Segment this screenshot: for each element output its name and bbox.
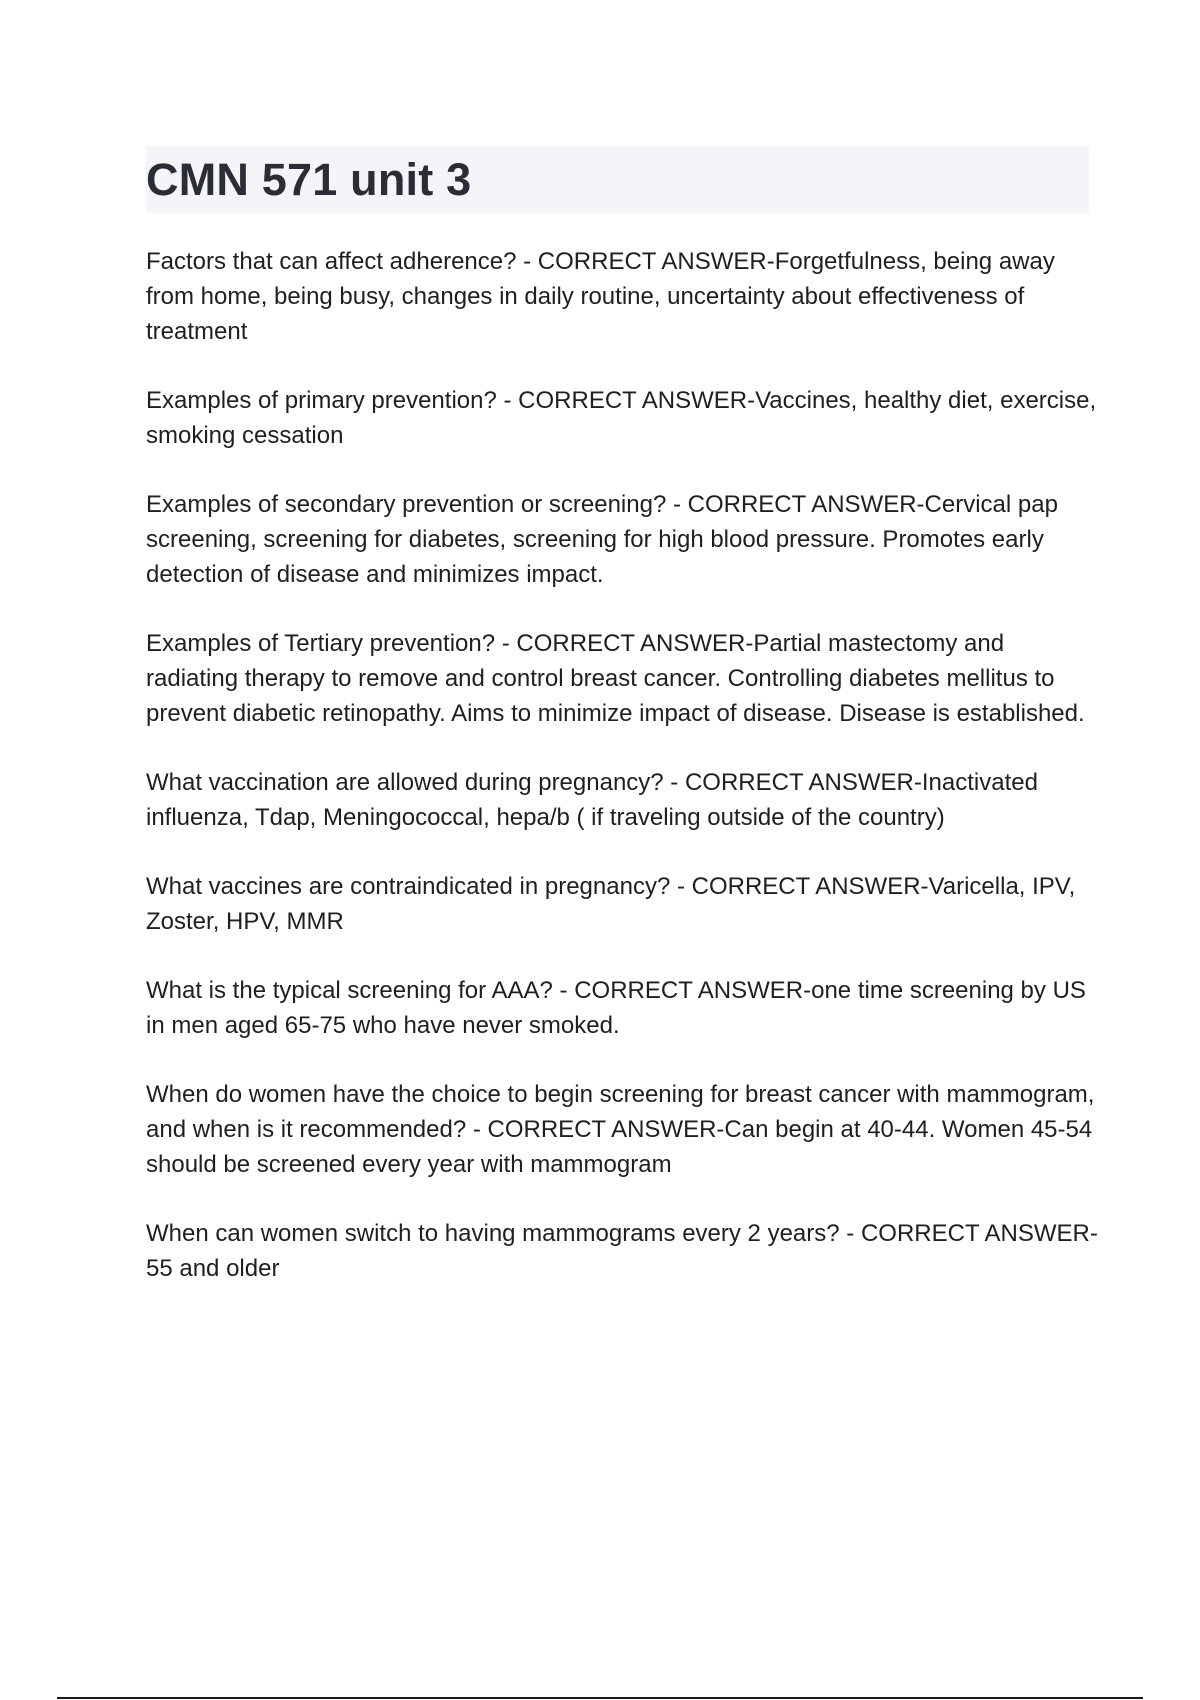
qa-separator: - CORRECT ANSWER- <box>666 491 925 518</box>
qa-item <box>146 244 1101 349</box>
qa-question: When can women switch to having mammograms every 2 years? <box>146 1220 840 1247</box>
footer-divider <box>57 1697 1143 1699</box>
qa-question: What vaccination are allowed during pregnancy? <box>146 769 664 796</box>
qa-item <box>146 383 1101 453</box>
qa-answer: Inactivated influenza, Tdap, Meningococcal, hepa/b ( if traveling outside of the country) <box>146 769 1038 831</box>
qa-separator: - CORRECT ANSWER- <box>496 387 756 414</box>
qa-answer: Can begin at 40-44. Women 45-54 should be screened every year with mammogram <box>146 1116 1093 1178</box>
qa-answer: Cervical pap screening, screening for diabetes, screening for high blood pressure. Promotes early detection of disease and minimizes impact. <box>146 491 1058 588</box>
qa-item <box>146 973 1101 1043</box>
title-bar <box>146 146 1089 213</box>
qa-answer: Forgetfulness, being away from home, being busy, changes in daily routine, uncertainty about effectiveness of treatment <box>146 248 1055 345</box>
qa-question: What is the typical screening for AAA? <box>146 977 553 1004</box>
qa-answer: Vaccines, healthy diet, exercise, smoking cessation <box>146 387 1097 449</box>
qa-item <box>146 1077 1101 1182</box>
qa-separator: - CORRECT ANSWER- <box>495 630 754 657</box>
qa-list <box>146 244 1101 1320</box>
page-title: CMN 571 unit 3 <box>146 154 472 205</box>
qa-separator: - CORRECT ANSWER- <box>839 1220 1098 1247</box>
qa-separator: - CORRECT ANSWER- <box>516 248 775 275</box>
qa-question: Examples of primary prevention? <box>146 387 497 414</box>
qa-question: Examples of secondary prevention or screening? <box>146 491 667 518</box>
qa-question: Factors that can affect adherence? <box>146 248 517 275</box>
qa-separator: - CORRECT ANSWER- <box>670 873 929 900</box>
qa-separator: - CORRECT ANSWER- <box>552 977 812 1004</box>
qa-answer: Partial mastectomy and radiating therapy to remove and control breast cancer. Controlling diabetes mellitus to prevent diabetic retinopathy. Aims to minimize impact of disease. Disease is established. <box>146 630 1085 727</box>
qa-separator: - CORRECT ANSWER- <box>663 769 922 796</box>
qa-item <box>146 626 1101 731</box>
qa-answer: Varicella, IPV, Zoster, HPV, MMR <box>146 873 1076 935</box>
qa-question: Examples of Tertiary prevention? <box>146 630 496 657</box>
qa-question: When do women have the choice to begin screening for breast cancer with mammogram, and when is it recommended? <box>146 1081 1095 1143</box>
qa-answer: one time screening by US in men aged 65-75 who have never smoked. <box>146 977 1086 1039</box>
qa-item <box>146 765 1101 835</box>
qa-separator: - CORRECT ANSWER- <box>466 1116 725 1143</box>
qa-item <box>146 1216 1101 1286</box>
qa-item <box>146 487 1101 592</box>
qa-answer: 55 and older <box>146 1255 280 1282</box>
qa-item <box>146 869 1101 939</box>
qa-question: What vaccines are contraindicated in pregnancy? <box>146 873 671 900</box>
